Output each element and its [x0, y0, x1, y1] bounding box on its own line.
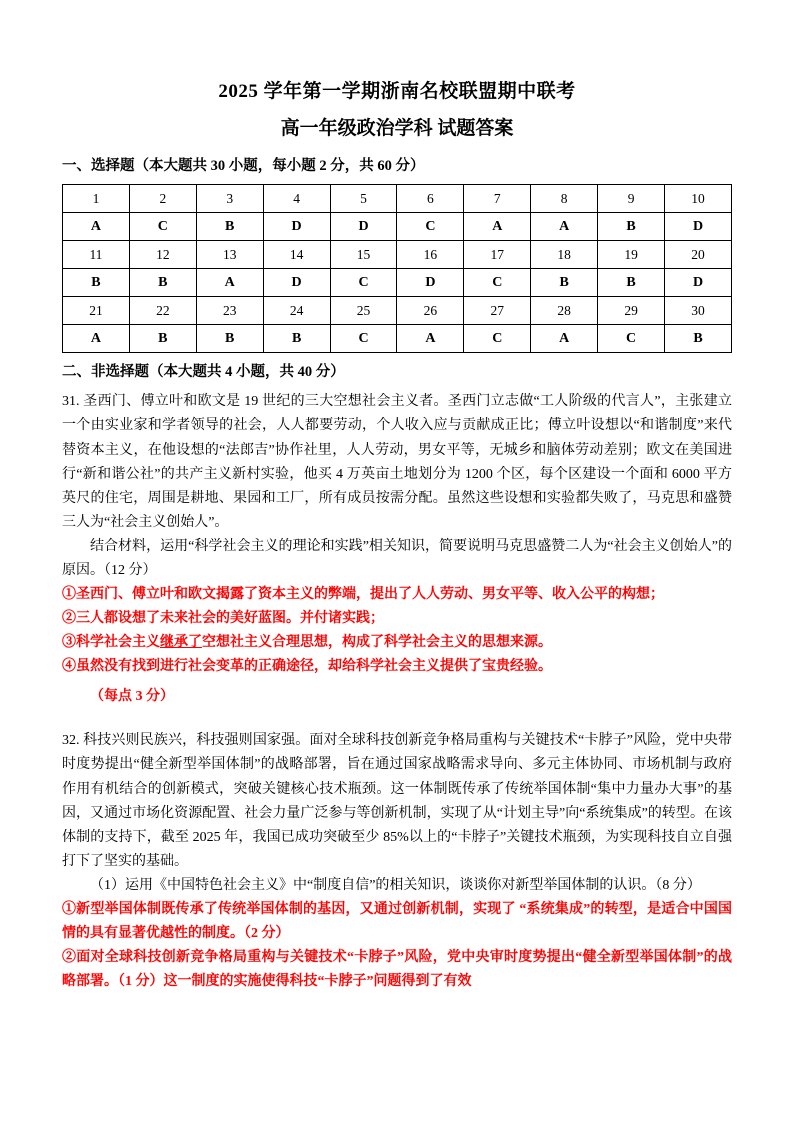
answer-cell: D — [665, 213, 732, 241]
question-number: 19 — [598, 241, 665, 269]
answer-cell: B — [665, 325, 732, 353]
question-31-prompt: 结合材料，运用“科学社会主义的理论和实践”相关知识，简要说明马克思盛赞二人为“社会主义创始人”的原因。（12 分） — [62, 538, 732, 578]
question-number: 4 — [263, 185, 330, 213]
question-31-answer-4: ④虽然没有找到进行社会变革的正确途径，却给科学社会主义提供了宝贵经验。 — [62, 659, 552, 675]
answer-cell: D — [397, 269, 464, 297]
question-number: 24 — [263, 297, 330, 325]
question-number: 20 — [665, 241, 732, 269]
answer-3-part-b: 空想社主义合理思想，构成了科学社会主义的思想来源。 — [202, 635, 552, 651]
answer-cell: B — [63, 269, 130, 297]
answer-cell: B — [129, 325, 196, 353]
question-32-stem: 32. 科技兴则民族兴，科技强则国家强。面对全球科技创新竞争格局重构与关键技术“卡脖子”风险，党中央带时度势提出“健全新型举国体制”的战略部署，旨在通过国家战略需求导向、多元主体协同、市场机制与政府作用有机结合的创新模式，突破关键核心技术瓶颈。这一体制既传承了传统举国体制“集中力量办大事”的基因，又通过市场化资源配置、社会力量广泛参与等创新机制，实现了从“计划主导”向“系统集成”的转型。在该体制的支持下，截至 2025 年，我国已成功突破至少 85%以上的“卡脖子”关键技术瓶颈，为实现科技自立自强打下了坚实的基础。 — [62, 733, 732, 869]
answer-cell: D — [665, 269, 732, 297]
question-number: 1 — [63, 185, 130, 213]
question-number: 9 — [598, 185, 665, 213]
answer-cell: C — [464, 269, 531, 297]
answer-table — [62, 184, 732, 353]
answer-cell: C — [330, 325, 397, 353]
page-title-line1: 2025 学年第一学期浙南名校联盟期中联考 — [218, 81, 576, 102]
answer-3-underlined: 继承了 — [160, 635, 202, 651]
question-31-stem: 31. 圣西门、傅立叶和欧文是 19 世纪的三大空想社会主义者。圣西门立志做“工人阶级的代言人”，主张建立一个由实业家和学者领导的社会，人人都要劳动，个人收入应与贡献成正比；傅立叶设想以“和谐制度”来代替资本主义，在他设想的“法郎吉”协作社里，人人劳动，男女平等，无城乡和脑体劳动差别；欧文在美国进行“新和谐公社”的共产主义新村实验，他买 4 万英亩土地划分为 1200 个区，每个区建设一个面和 6000 平方英尺的住宅，周围是耕地、果园和工厂，所有成员按需分配。虽然这些设想和实验都失败了，马克思和盛赞三人为“社会主义创始人”。 — [62, 394, 732, 530]
answer-cell: C — [464, 325, 531, 353]
question-32-sub1: （1）运用《中国特色社会主义》中“制度自信”的相关知识，谈谈你对新型举国体制的认识。（8 分） — [90, 877, 701, 893]
question-number: 15 — [330, 241, 397, 269]
answer-cell: A — [397, 325, 464, 353]
answer-cell: B — [531, 269, 598, 297]
answer-cell: B — [598, 213, 665, 241]
question-number: 29 — [598, 297, 665, 325]
table-row — [63, 185, 732, 213]
question-31 — [62, 390, 732, 709]
answer-3-part-a: ③科学社会主义 — [62, 635, 160, 651]
question-number: 11 — [63, 241, 130, 269]
answer-cell: B — [598, 269, 665, 297]
answer-cell: A — [531, 325, 598, 353]
question-number: 2 — [129, 185, 196, 213]
question-number: 30 — [665, 297, 732, 325]
table-row — [63, 297, 732, 325]
question-number: 22 — [129, 297, 196, 325]
answer-cell: A — [63, 213, 130, 241]
answer-cell: A — [196, 269, 263, 297]
question-number: 21 — [63, 297, 130, 325]
question-number: 18 — [531, 241, 598, 269]
answer-cell: A — [63, 325, 130, 353]
question-number: 5 — [330, 185, 397, 213]
answer-cell: A — [464, 213, 531, 241]
answer-cell: D — [263, 269, 330, 297]
question-number: 6 — [397, 185, 464, 213]
answer-cell: D — [330, 213, 397, 241]
question-number: 27 — [464, 297, 531, 325]
question-31-answer-3 — [62, 631, 732, 655]
answer-cell: C — [598, 325, 665, 353]
answer-cell: B — [263, 325, 330, 353]
answer-cell: C — [330, 269, 397, 297]
answer-cell: B — [196, 325, 263, 353]
table-row — [63, 241, 732, 269]
question-32-answer-1: ①新型举国体制既传承了传统举国体制的基因，又通过创新机制，实现了 “系统集成”的转型，是适合中国国情的具有显著优越性的制度。（2 分） — [62, 901, 732, 942]
page-title-line2: 高一年级政治学科 试题答案 — [280, 117, 514, 139]
question-number: 26 — [397, 297, 464, 325]
question-number: 16 — [397, 241, 464, 269]
answer-cell: B — [129, 269, 196, 297]
table-row — [63, 325, 732, 353]
answer-cell: D — [263, 213, 330, 241]
question-number: 8 — [531, 185, 598, 213]
answer-cell: C — [129, 213, 196, 241]
question-number: 10 — [665, 185, 732, 213]
question-number: 12 — [129, 241, 196, 269]
question-32 — [62, 729, 732, 994]
answer-cell: A — [531, 213, 598, 241]
answer-cell: B — [196, 213, 263, 241]
question-31-answer-1: ①圣西门、傅立叶和欧文揭露了资本主义的弊端，提出了人人劳动、男女平等、收入公平的构想； — [62, 587, 664, 602]
question-number: 3 — [196, 185, 263, 213]
question-31-score-note: （每点 3 分） — [90, 689, 174, 705]
question-number: 7 — [464, 185, 531, 213]
question-number: 14 — [263, 241, 330, 269]
question-number: 17 — [464, 241, 531, 269]
question-number: 28 — [531, 297, 598, 325]
answer-cell: C — [397, 213, 464, 241]
table-row — [63, 213, 732, 241]
section-heading-choice: 一、选择题（本大题共 30 小题，每小题 2 分，共 60 分） — [62, 158, 425, 174]
table-row — [63, 269, 732, 297]
question-32-answer-2: ②面对全球科技创新竞争格局重构与关键技术“卡脖子”风险，党中央审时度势提出“健全新型举国体制”的战略部署。（1 分）这一制度的实施使得科技“卡脖子”问题得到了有效 — [62, 950, 732, 990]
section-heading-essay: 二、非选择题（本大题共 4 小题，共 40 分） — [62, 364, 345, 381]
question-number: 23 — [196, 297, 263, 325]
question-31-answer-2: ②三人都设想了未来社会的美好蓝图。并付诸实践； — [62, 611, 384, 627]
question-number: 13 — [196, 241, 263, 269]
question-number: 25 — [330, 297, 397, 325]
